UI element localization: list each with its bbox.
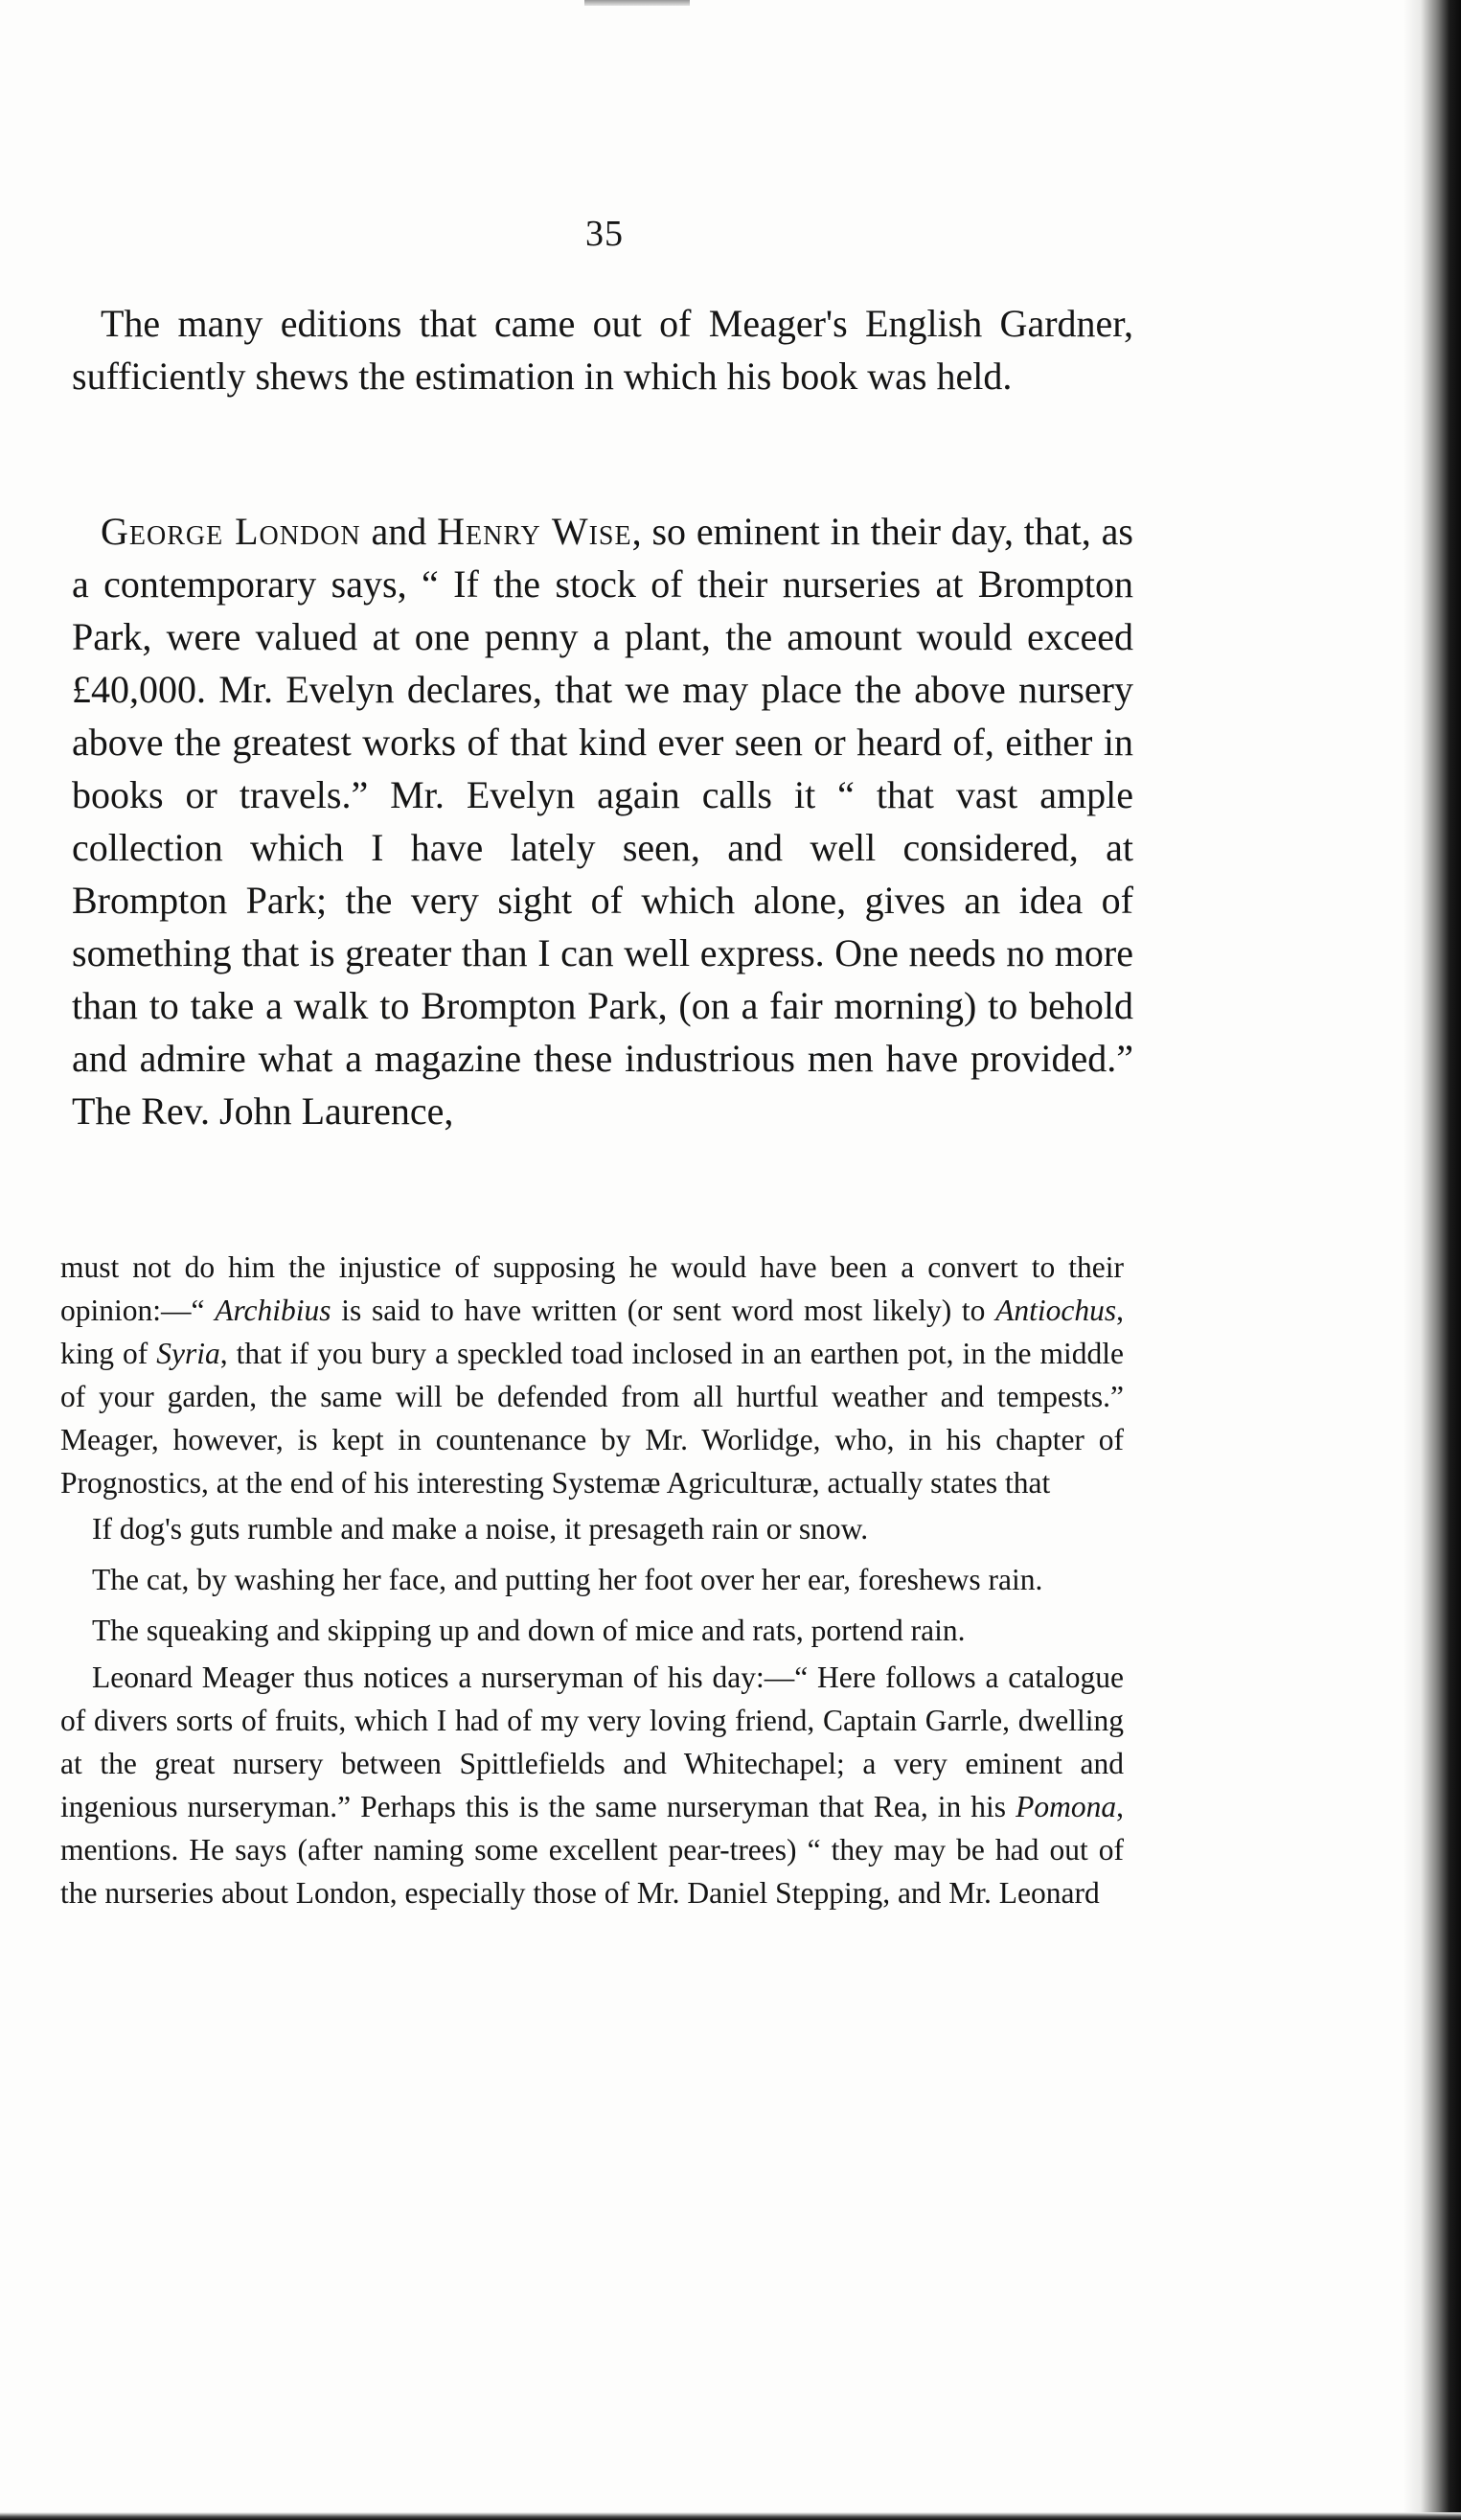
- footnote-text: must not do him the injustice of supposing he would have been a convert to their opinion:—“: [60, 1250, 1124, 1327]
- bottom-edge: [0, 2512, 1461, 2520]
- paragraph-body: , so eminent in their day, that, as a contemporary says, “ If the stock of their nurseries at Brompton Park, were valued at one penny a plant, the amount would exceed £40,000. Mr. Evelyn declares, that we may place the above nursery above the greatest works of that kind ever seen or heard of, either in books or travels.” Mr. Evelyn again calls it “ that vast ample collection which I have lately seen, and well considered, at Brompton Park; the very sight of which alone, gives an idea of something that is greater than I can well express. One needs no more than to take a walk to Brompton Park, (on a fair morning) to behold and admire what a magazine these industrious men have provided.” The Rev. John Laurence,: [72, 510, 1133, 1133]
- paragraph-text: The many editions that came out of Meager's English Gardner, sufficiently shews the estimation in which his book was held.: [72, 302, 1133, 398]
- footnote-paragraph-2: [60, 1656, 1124, 1914]
- place-syria: Syria: [156, 1337, 220, 1370]
- page-number: 35: [585, 214, 624, 254]
- footnote-block: [60, 1246, 1124, 1914]
- binding-edge: [1404, 0, 1461, 2520]
- name-archibius: Archibius: [215, 1294, 331, 1327]
- footnote-text: , that if you bury a speckled toad inclosed in an earthen pot, in the middle of your garden, the same will be defended from all hurtful weather and tempests.” Meager, however, is kept in countenance by Mr. Worlidge, who, in his chapter of Prognostics, at the end of his interesting Systemæ Agriculturæ, actually states that: [60, 1337, 1124, 1500]
- person-name-london: George London: [101, 510, 361, 553]
- quote-line-1: If dog's guts rumble and make a noise, it presageth rain or snow.: [92, 1512, 869, 1546]
- name-antiochus: Antiochus: [995, 1294, 1117, 1327]
- person-name-wise: Henry Wise: [437, 510, 632, 553]
- top-edge-mark: [584, 0, 690, 6]
- footnote-text: , mentions. He says (after naming some excellent pear-trees) “ they may be had out of the nurseries about London, especially those of Mr. Daniel Stepping, and Mr. Leonard: [60, 1790, 1124, 1910]
- footnote-text: , king of: [60, 1294, 1124, 1370]
- footnote-paragraph-1: [60, 1246, 1124, 1504]
- paragraph-text: [72, 505, 1133, 1137]
- quote-line-3: The squeaking and skipping up and down of mice and rats, portend rain.: [92, 1614, 966, 1647]
- body-paragraph-1: [72, 297, 1133, 402]
- title-pomona: Pomona: [1016, 1790, 1117, 1823]
- quote-line-2: The cat, by washing her face, and putting her foot over her ear, foreshews rain.: [92, 1563, 1043, 1596]
- conjunction: and: [360, 510, 438, 553]
- body-paragraph-2: [72, 505, 1133, 1137]
- footnote-text: Leonard Meager thus notices a nurseryman of his day:—“ Here follows a catalogue of divers sorts of fruits, which I had of my very loving friend, Captain Garrle, dwelling at the great nursery between Spittlefields and Whitechapel; a very eminent and ingenious nurseryman.” Perhaps this is the same nurseryman that Rea, in his: [60, 1661, 1124, 1823]
- footnote-text: is said to have written (or sent word most likely) to: [331, 1294, 996, 1327]
